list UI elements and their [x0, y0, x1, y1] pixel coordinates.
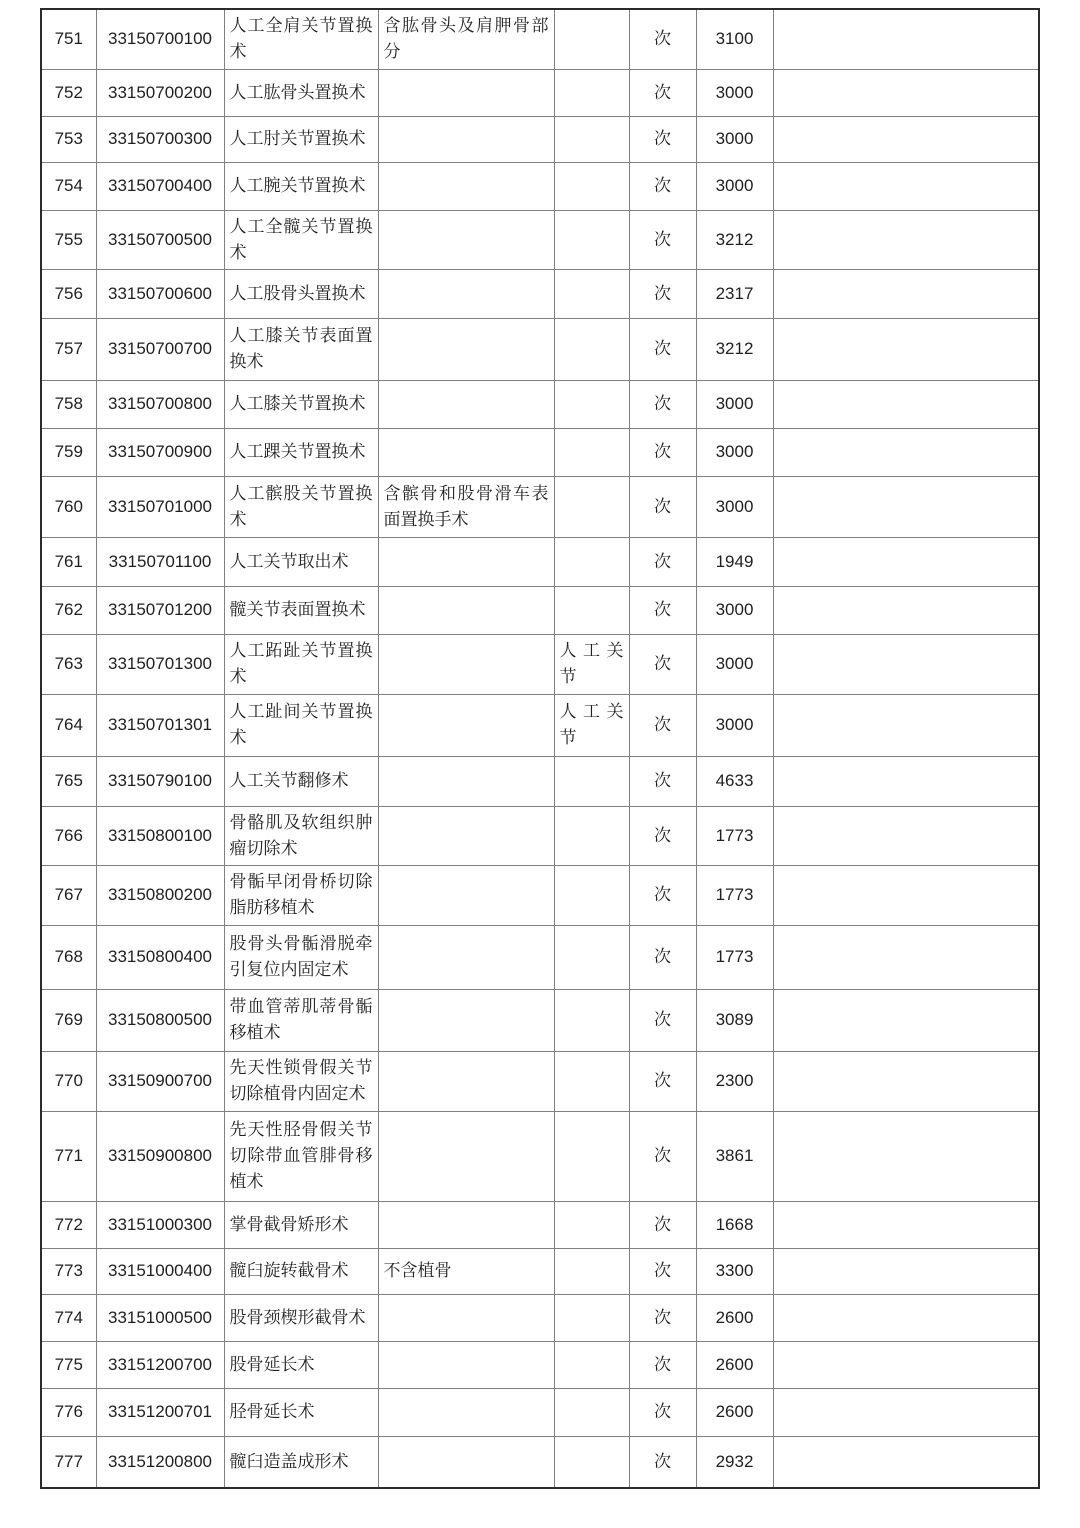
blank-cell: [773, 318, 1039, 380]
blank-cell: [773, 210, 1039, 269]
note-cell: [378, 756, 554, 806]
table-row: [41, 634, 1039, 694]
seq-cell: 776: [41, 1388, 96, 1436]
seq-cell: 751: [41, 9, 96, 69]
table-row: [41, 318, 1039, 380]
seq-cell: 752: [41, 69, 96, 116]
price-cell: 3000: [696, 586, 773, 634]
blank-cell: [773, 925, 1039, 989]
price-cell: 3000: [696, 116, 773, 162]
note-cell: [378, 865, 554, 925]
unit-cell: 次: [629, 1388, 696, 1436]
seq-cell: 766: [41, 806, 96, 865]
code-cell: 33151200700: [96, 1341, 224, 1388]
table-row: [41, 1111, 1039, 1201]
category-cell: [554, 69, 629, 116]
note-cell: [378, 1388, 554, 1436]
price-cell: 2932: [696, 1436, 773, 1488]
category-cell: [554, 806, 629, 865]
code-cell: 33150700600: [96, 269, 224, 318]
unit-cell: 次: [629, 476, 696, 537]
blank-cell: [773, 537, 1039, 586]
note-cell: [378, 210, 554, 269]
name-cell: 髋臼旋转截骨术: [224, 1248, 378, 1294]
name-cell: 先天性锁骨假关节切除植骨内固定术: [224, 1051, 378, 1111]
unit-cell: 次: [629, 634, 696, 694]
seq-cell: 768: [41, 925, 96, 989]
code-cell: 33150700100: [96, 9, 224, 69]
table-row: [41, 537, 1039, 586]
unit-cell: 次: [629, 116, 696, 162]
price-cell: 1949: [696, 537, 773, 586]
seq-cell: 754: [41, 162, 96, 210]
table-row: [41, 586, 1039, 634]
seq-cell: 758: [41, 380, 96, 428]
name-cell: 人工股骨头置换术: [224, 269, 378, 318]
unit-cell: 次: [629, 756, 696, 806]
code-cell: 33150800400: [96, 925, 224, 989]
name-cell: 先天性胫骨假关节切除带血管腓骨移植术: [224, 1111, 378, 1201]
blank-cell: [773, 428, 1039, 476]
category-cell: [554, 9, 629, 69]
seq-cell: 773: [41, 1248, 96, 1294]
table-row: [41, 1436, 1039, 1488]
name-cell: 人工全肩关节置换术: [224, 9, 378, 69]
category-cell: [554, 380, 629, 428]
code-cell: 33151000400: [96, 1248, 224, 1294]
name-cell: 掌骨截骨矫形术: [224, 1201, 378, 1248]
seq-cell: 763: [41, 634, 96, 694]
code-cell: 33150701200: [96, 586, 224, 634]
price-cell: 2317: [696, 269, 773, 318]
unit-cell: 次: [629, 1294, 696, 1341]
price-cell: 4633: [696, 756, 773, 806]
price-table: [40, 8, 1040, 1489]
category-cell: [554, 318, 629, 380]
price-cell: 3212: [696, 318, 773, 380]
seq-cell: 770: [41, 1051, 96, 1111]
unit-cell: 次: [629, 989, 696, 1051]
blank-cell: [773, 162, 1039, 210]
note-cell: [378, 1294, 554, 1341]
blank-cell: [773, 1051, 1039, 1111]
blank-cell: [773, 989, 1039, 1051]
category-cell: [554, 586, 629, 634]
unit-cell: 次: [629, 806, 696, 865]
name-cell: 人工关节取出术: [224, 537, 378, 586]
seq-cell: 755: [41, 210, 96, 269]
name-cell: 人工膝关节表面置换术: [224, 318, 378, 380]
category-cell: 人工关节: [554, 634, 629, 694]
table-row: [41, 269, 1039, 318]
blank-cell: [773, 69, 1039, 116]
seq-cell: 759: [41, 428, 96, 476]
price-cell: 3300: [696, 1248, 773, 1294]
note-cell: [378, 989, 554, 1051]
note-cell: [378, 925, 554, 989]
code-cell: 33151000500: [96, 1294, 224, 1341]
unit-cell: 次: [629, 1051, 696, 1111]
blank-cell: [773, 1111, 1039, 1201]
note-cell: [378, 586, 554, 634]
note-cell: 含髌骨和股骨滑车表面置换手术: [378, 476, 554, 537]
seq-cell: 769: [41, 989, 96, 1051]
seq-cell: 767: [41, 865, 96, 925]
unit-cell: 次: [629, 318, 696, 380]
price-table-body: [41, 9, 1039, 1488]
seq-cell: 761: [41, 537, 96, 586]
table-row: [41, 1341, 1039, 1388]
unit-cell: 次: [629, 925, 696, 989]
price-cell: 3100: [696, 9, 773, 69]
unit-cell: 次: [629, 865, 696, 925]
category-cell: [554, 210, 629, 269]
name-cell: 股骨头骨骺滑脱牵引复位内固定术: [224, 925, 378, 989]
table-row: [41, 162, 1039, 210]
blank-cell: [773, 1201, 1039, 1248]
note-cell: 含肱骨头及肩胛骨部分: [378, 9, 554, 69]
category-cell: [554, 756, 629, 806]
category-cell: [554, 1201, 629, 1248]
price-cell: 3000: [696, 634, 773, 694]
category-cell: [554, 1051, 629, 1111]
table-row: [41, 116, 1039, 162]
category-cell: [554, 476, 629, 537]
name-cell: 骨骼肌及软组织肿瘤切除术: [224, 806, 378, 865]
table-row: [41, 9, 1039, 69]
code-cell: 33150900700: [96, 1051, 224, 1111]
code-cell: 33150790100: [96, 756, 224, 806]
name-cell: 胫骨延长术: [224, 1388, 378, 1436]
blank-cell: [773, 586, 1039, 634]
blank-cell: [773, 1248, 1039, 1294]
code-cell: 33150701000: [96, 476, 224, 537]
seq-cell: 774: [41, 1294, 96, 1341]
blank-cell: [773, 694, 1039, 756]
code-cell: 33150800200: [96, 865, 224, 925]
code-cell: 33150701100: [96, 537, 224, 586]
category-cell: [554, 925, 629, 989]
unit-cell: 次: [629, 9, 696, 69]
unit-cell: 次: [629, 537, 696, 586]
category-cell: [554, 1111, 629, 1201]
price-cell: 2600: [696, 1341, 773, 1388]
unit-cell: 次: [629, 269, 696, 318]
category-cell: [554, 1341, 629, 1388]
category-cell: [554, 1388, 629, 1436]
category-cell: [554, 1436, 629, 1488]
table-row: [41, 865, 1039, 925]
name-cell: 髋臼造盖成形术: [224, 1436, 378, 1488]
code-cell: 33150700700: [96, 318, 224, 380]
name-cell: 股骨延长术: [224, 1341, 378, 1388]
blank-cell: [773, 1388, 1039, 1436]
name-cell: 髋关节表面置换术: [224, 586, 378, 634]
name-cell: 股骨颈楔形截骨术: [224, 1294, 378, 1341]
category-cell: 人工关节: [554, 694, 629, 756]
seq-cell: 775: [41, 1341, 96, 1388]
category-cell: [554, 428, 629, 476]
seq-cell: 760: [41, 476, 96, 537]
price-cell: 1773: [696, 925, 773, 989]
unit-cell: 次: [629, 1436, 696, 1488]
seq-cell: 777: [41, 1436, 96, 1488]
blank-cell: [773, 1341, 1039, 1388]
blank-cell: [773, 476, 1039, 537]
note-cell: [378, 116, 554, 162]
name-cell: 人工髌股关节置换术: [224, 476, 378, 537]
code-cell: 33150700200: [96, 69, 224, 116]
unit-cell: 次: [629, 1111, 696, 1201]
note-cell: [378, 318, 554, 380]
unit-cell: 次: [629, 1201, 696, 1248]
category-cell: [554, 537, 629, 586]
unit-cell: 次: [629, 586, 696, 634]
name-cell: 带血管蒂肌蒂骨骺移植术: [224, 989, 378, 1051]
note-cell: [378, 428, 554, 476]
name-cell: 人工膝关节置换术: [224, 380, 378, 428]
table-row: [41, 1388, 1039, 1436]
name-cell: 人工全髋关节置换术: [224, 210, 378, 269]
note-cell: [378, 634, 554, 694]
price-cell: 3000: [696, 69, 773, 116]
code-cell: 33150900800: [96, 1111, 224, 1201]
seq-cell: 764: [41, 694, 96, 756]
table-row: [41, 989, 1039, 1051]
price-cell: 2600: [696, 1388, 773, 1436]
price-cell: 3000: [696, 694, 773, 756]
price-cell: 3000: [696, 380, 773, 428]
price-cell: 1773: [696, 865, 773, 925]
price-cell: 3000: [696, 162, 773, 210]
table-row: [41, 1294, 1039, 1341]
name-cell: 人工跖趾关节置换术: [224, 634, 378, 694]
code-cell: 33150800500: [96, 989, 224, 1051]
name-cell: 人工腕关节置换术: [224, 162, 378, 210]
price-cell: 3861: [696, 1111, 773, 1201]
table-row: [41, 69, 1039, 116]
table-row: [41, 806, 1039, 865]
seq-cell: 753: [41, 116, 96, 162]
seq-cell: 771: [41, 1111, 96, 1201]
blank-cell: [773, 9, 1039, 69]
note-cell: [378, 269, 554, 318]
code-cell: 33151200701: [96, 1388, 224, 1436]
price-cell: 2300: [696, 1051, 773, 1111]
table-row: [41, 756, 1039, 806]
table-row: [41, 428, 1039, 476]
table-row: [41, 380, 1039, 428]
code-cell: 33150700800: [96, 380, 224, 428]
blank-cell: [773, 634, 1039, 694]
code-cell: 33150700500: [96, 210, 224, 269]
price-cell: 3089: [696, 989, 773, 1051]
note-cell: [378, 806, 554, 865]
seq-cell: 772: [41, 1201, 96, 1248]
code-cell: 33150800100: [96, 806, 224, 865]
table-row: [41, 1051, 1039, 1111]
category-cell: [554, 116, 629, 162]
note-cell: [378, 1201, 554, 1248]
unit-cell: 次: [629, 1341, 696, 1388]
blank-cell: [773, 269, 1039, 318]
name-cell: 人工关节翻修术: [224, 756, 378, 806]
unit-cell: 次: [629, 162, 696, 210]
price-cell: 1773: [696, 806, 773, 865]
name-cell: 人工踝关节置换术: [224, 428, 378, 476]
blank-cell: [773, 865, 1039, 925]
code-cell: 33150701301: [96, 694, 224, 756]
price-cell: 2600: [696, 1294, 773, 1341]
note-cell: [378, 1111, 554, 1201]
table-row: [41, 210, 1039, 269]
unit-cell: 次: [629, 428, 696, 476]
unit-cell: 次: [629, 694, 696, 756]
table-row: [41, 925, 1039, 989]
code-cell: 33150700400: [96, 162, 224, 210]
note-cell: [378, 380, 554, 428]
unit-cell: 次: [629, 1248, 696, 1294]
seq-cell: 757: [41, 318, 96, 380]
seq-cell: 762: [41, 586, 96, 634]
price-cell: 1668: [696, 1201, 773, 1248]
unit-cell: 次: [629, 380, 696, 428]
code-cell: 33151200800: [96, 1436, 224, 1488]
blank-cell: [773, 1294, 1039, 1341]
table-row: [41, 476, 1039, 537]
code-cell: 33150701300: [96, 634, 224, 694]
name-cell: 人工趾间关节置换术: [224, 694, 378, 756]
category-cell: [554, 162, 629, 210]
code-cell: 33150700900: [96, 428, 224, 476]
seq-cell: 756: [41, 269, 96, 318]
blank-cell: [773, 116, 1039, 162]
note-cell: [378, 69, 554, 116]
category-cell: [554, 1248, 629, 1294]
blank-cell: [773, 806, 1039, 865]
note-cell: 不含植骨: [378, 1248, 554, 1294]
name-cell: 人工肘关节置换术: [224, 116, 378, 162]
name-cell: 人工肱骨头置换术: [224, 69, 378, 116]
blank-cell: [773, 380, 1039, 428]
category-cell: [554, 989, 629, 1051]
category-cell: [554, 1294, 629, 1341]
note-cell: [378, 537, 554, 586]
unit-cell: 次: [629, 69, 696, 116]
note-cell: [378, 1436, 554, 1488]
note-cell: [378, 1051, 554, 1111]
table-row: [41, 1201, 1039, 1248]
price-cell: 3212: [696, 210, 773, 269]
table-row: [41, 694, 1039, 756]
price-cell: 3000: [696, 428, 773, 476]
blank-cell: [773, 1436, 1039, 1488]
note-cell: [378, 1341, 554, 1388]
category-cell: [554, 865, 629, 925]
name-cell: 骨骺早闭骨桥切除脂肪移植术: [224, 865, 378, 925]
blank-cell: [773, 756, 1039, 806]
code-cell: 33150700300: [96, 116, 224, 162]
category-cell: [554, 269, 629, 318]
price-cell: 3000: [696, 476, 773, 537]
note-cell: [378, 162, 554, 210]
seq-cell: 765: [41, 756, 96, 806]
note-cell: [378, 694, 554, 756]
table-row: [41, 1248, 1039, 1294]
unit-cell: 次: [629, 210, 696, 269]
code-cell: 33151000300: [96, 1201, 224, 1248]
